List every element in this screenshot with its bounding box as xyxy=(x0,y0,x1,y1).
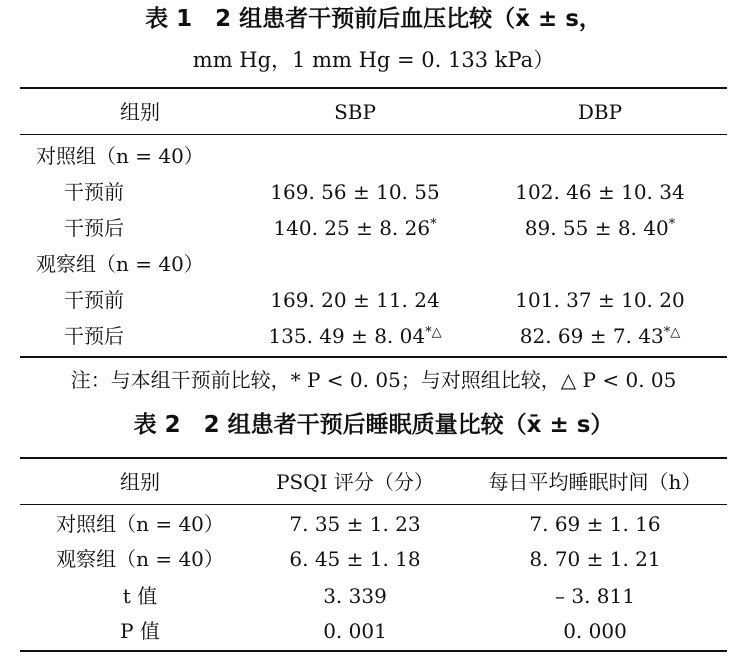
table1-row-sbp: 169. 56 ± 10. 55 xyxy=(270,180,440,204)
table2-row-sleep: – 3. 811 xyxy=(555,584,635,608)
table2-row-label: t 值 xyxy=(122,584,158,608)
table1-caption-line1: 表 1 2 组患者干预前后血压比较（x̄ ± s， xyxy=(145,6,602,32)
table2-top-rule xyxy=(20,457,727,459)
table1-group-observation-label: 观察组（n = 40） xyxy=(36,252,204,276)
table2-header-rule xyxy=(20,504,727,505)
table1-header-group: 组别 xyxy=(120,100,160,124)
table1-top-rule xyxy=(20,87,727,89)
table2-header-sleep: 每日平均睡眠时间（h） xyxy=(488,470,702,494)
table1-row-dbp: 89. 55 ± 8. 40* xyxy=(524,216,676,240)
table2-row-psqi: 3. 339 xyxy=(323,584,387,608)
table2-header-group: 组别 xyxy=(120,470,160,494)
table1-group-control-label: 对照组（n = 40） xyxy=(36,144,204,168)
table2-row-label: 对照组（n = 40） xyxy=(56,512,224,536)
table1-row-label: 干预前 xyxy=(64,180,124,204)
table2-row-label: P 值 xyxy=(120,619,160,643)
table1-row-dbp: 101. 37 ± 10. 20 xyxy=(515,288,685,312)
table2-row-psqi: 7. 35 ± 1. 23 xyxy=(289,512,421,536)
table1-header-rule xyxy=(20,134,727,135)
table1-row-sbp: 135. 49 ± 8. 04*△ xyxy=(268,324,442,348)
table1-bottom-rule xyxy=(20,356,727,358)
table1-row-label: 干预后 xyxy=(64,216,124,240)
table1-row-sbp: 140. 25 ± 8. 26* xyxy=(273,216,437,240)
table2-row-sleep: 8. 70 ± 1. 21 xyxy=(529,547,661,571)
table1-row-label: 干预前 xyxy=(64,288,124,312)
table2-bottom-rule xyxy=(20,650,727,652)
table1-row-label: 干预后 xyxy=(64,324,124,348)
table1-header-sbp: SBP xyxy=(334,100,376,124)
table2-header-psqi: PSQI 评分（分） xyxy=(276,470,434,494)
table1-row-dbp: 102. 46 ± 10. 34 xyxy=(515,180,685,204)
table1-row-dbp: 82. 69 ± 7. 43*△ xyxy=(519,324,681,348)
table1-caption-line2: mm Hg，1 mm Hg = 0. 133 kPa） xyxy=(192,48,555,72)
table2-row-label: 观察组（n = 40） xyxy=(56,547,224,571)
table1-note: 注：与本组干预前比较，* P < 0. 05；与对照组比较，△ P < 0. 05 xyxy=(70,368,677,392)
table2-row-sleep: 7. 69 ± 1. 16 xyxy=(529,512,661,536)
table2-row-psqi: 6. 45 ± 1. 18 xyxy=(289,547,421,571)
table2-row-sleep: 0. 000 xyxy=(563,619,627,643)
table2-row-psqi: 0. 001 xyxy=(323,619,387,643)
table2-caption: 表 2 2 组患者干预后睡眠质量比较（x̄ ± s） xyxy=(133,412,614,438)
table1-row-sbp: 169. 20 ± 11. 24 xyxy=(270,288,440,312)
table1-header-dbp: DBP xyxy=(577,100,623,124)
